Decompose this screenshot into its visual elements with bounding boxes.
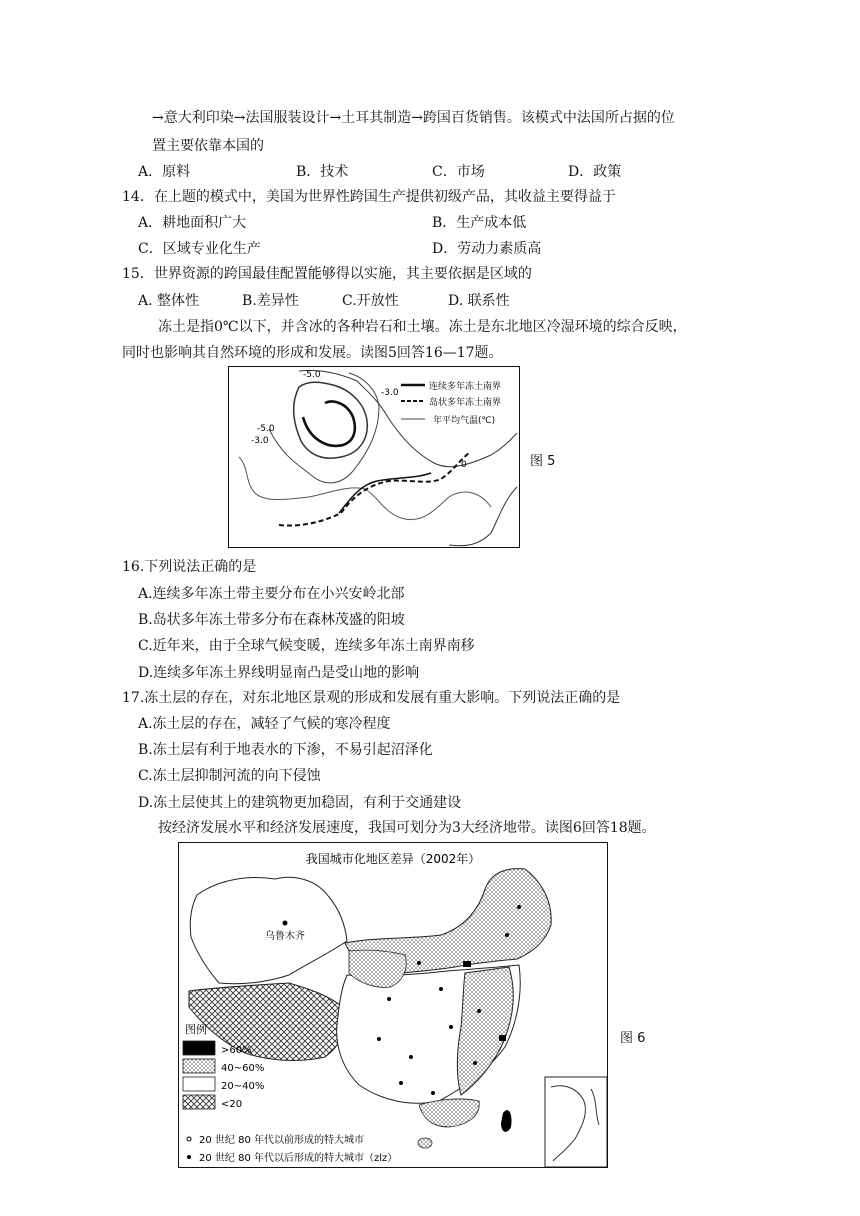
isotherm-label-3: -5.0 bbox=[257, 424, 275, 434]
city-dot bbox=[517, 905, 521, 909]
legend-lt20: <20 bbox=[221, 1099, 243, 1110]
q17-option-d: D.冻土层使其上的建筑物更加稳固，有利于交通建设 bbox=[138, 795, 462, 811]
q16-option-d: D.连续多年冻土界线明显南凸是受山地的影响 bbox=[138, 665, 420, 681]
legend-40-60: 40~60% bbox=[221, 1063, 265, 1074]
figure-6-label: 图 6 bbox=[620, 1031, 646, 1046]
q17-option-b: B.冻土层有利于地表水的下渗，不易引起沼泽化 bbox=[138, 742, 433, 758]
region-beijing bbox=[463, 961, 471, 967]
city-dot-urumqi bbox=[283, 921, 288, 926]
figure-6-urbanization-map bbox=[178, 842, 608, 1168]
city-dot bbox=[417, 961, 421, 965]
legend-swatch-20-40 bbox=[183, 1077, 215, 1091]
intro16-line1: 冻土是指0℃以下，并含冰的各种岩石和土壤。冻土是东北地区冷湿环境的综合反映， bbox=[158, 319, 687, 335]
city-dot bbox=[377, 1037, 381, 1041]
region-guangdong bbox=[419, 1099, 479, 1127]
q15-option-b: B.差异性 bbox=[242, 293, 299, 309]
q15-stem: 15．世界资源的跨国最佳配置能够得以实施，其主要依据是区域的 bbox=[122, 266, 532, 282]
q16-option-a: A.连续多年冻土带主要分布在小兴安岭北部 bbox=[138, 586, 405, 602]
intro16-line2: 同时也影响其自然环境的形成和发展。读图5回答16—17题。 bbox=[122, 345, 503, 361]
q13-stem-line1: →意大利印染→法国服装设计→土耳其制造→跨国百货销售。该模式中法国所占据的位 bbox=[152, 110, 675, 126]
q17-option-c: C.冻土层抑制河流的向下侵蚀 bbox=[138, 768, 321, 784]
q14-option-a: A．耕地面积广大 bbox=[138, 215, 247, 231]
q15-option-c: C.开放性 bbox=[342, 293, 399, 309]
city-dot bbox=[477, 1009, 481, 1013]
q17-stem: 17.冻土层的存在，对东北地区景观的形成和发展有重大影响。下列说法正确的是 bbox=[122, 690, 621, 706]
legend-gt60: >60% bbox=[221, 1045, 252, 1056]
legend-title: 图例 bbox=[185, 1023, 207, 1036]
legend-island: 岛状多年冻土南界 bbox=[429, 398, 502, 408]
q13-stem-line2: 置主要依靠本国的 bbox=[152, 138, 264, 154]
isotherm-label-2: -3.0 bbox=[381, 388, 399, 398]
city-dot bbox=[399, 1081, 403, 1085]
q14-option-d: D．劳动力素质高 bbox=[432, 241, 542, 257]
figure-5-permafrost-map bbox=[228, 366, 520, 548]
figure-5-label: 图 5 bbox=[530, 454, 556, 469]
isotherm-label-1: -5.0 bbox=[303, 370, 321, 380]
q13-option-a: A．原料 bbox=[138, 164, 191, 180]
isotherm-minus3 bbox=[269, 373, 379, 483]
figure-6-svg bbox=[179, 843, 607, 1167]
legend-continuous: 连续多年冻土南界 bbox=[429, 382, 502, 392]
q13-option-d: D．政策 bbox=[568, 164, 622, 180]
q16-option-c: C.近年来，由于全球气候变暖，连续多年冻土南界南移 bbox=[138, 638, 475, 654]
q14-option-b: B．生产成本低 bbox=[432, 215, 527, 231]
q15-option-a: A. 整体性 bbox=[138, 293, 200, 309]
q16-stem: 16.下列说法正确的是 bbox=[122, 559, 257, 575]
legend-note-before80s: 20 世纪 80 年代以前形成的特大城市 bbox=[199, 1135, 364, 1146]
q13-option-b: B．技术 bbox=[296, 164, 349, 180]
city-label-urumqi: 乌鲁木齐 bbox=[265, 931, 305, 942]
region-coast bbox=[457, 967, 513, 1095]
legend-swatch-40-60 bbox=[183, 1059, 215, 1073]
city-dot bbox=[387, 997, 391, 1001]
city-dot bbox=[505, 933, 509, 937]
continuous-permafrost-boundary bbox=[303, 402, 355, 446]
q15-option-d: D. 联系性 bbox=[448, 293, 510, 309]
legend-open-dot bbox=[187, 1137, 191, 1141]
region-hainan bbox=[418, 1138, 432, 1148]
figure-6-title: 我国城市化地区差异（2002年） bbox=[305, 852, 481, 866]
legend-20-40: 20~40% bbox=[221, 1081, 265, 1092]
city-dot bbox=[439, 987, 443, 991]
legend-swatch-gt60 bbox=[183, 1041, 215, 1055]
legend-filled-dot bbox=[187, 1155, 191, 1159]
intro18: 按经济发展水平和经济发展速度，我国可划分为3大经济地带。读图6回答18题。 bbox=[158, 820, 656, 836]
legend-note-after80s: 20 世纪 80 年代以后形成的特大城市（zlz） bbox=[199, 1153, 398, 1164]
coast-east bbox=[449, 487, 517, 546]
continuous-south-boundary bbox=[339, 473, 431, 513]
figure-5-svg bbox=[229, 367, 519, 547]
city-dot bbox=[409, 1055, 413, 1059]
legend-swatch-lt20 bbox=[183, 1095, 215, 1109]
region-taiwan bbox=[501, 1110, 512, 1132]
q14-stem: 14．在上题的模式中，美国为世界性跨国生产提供初级产品，其收益主要得益于 bbox=[122, 189, 616, 205]
region-shanghai bbox=[499, 1035, 506, 1041]
city-dot bbox=[473, 1061, 477, 1065]
isotherm-label-5: 0 bbox=[461, 460, 467, 470]
q17-option-a: A.冻土层的存在，减轻了气候的寒冷程度 bbox=[138, 716, 391, 732]
q16-option-b: B.岛状多年冻土带多分布在森林茂盛的阳坡 bbox=[138, 612, 405, 628]
island-permafrost-boundary bbox=[279, 453, 469, 526]
isotherm-label-4: -3.0 bbox=[251, 436, 269, 446]
q13-option-c: C．市场 bbox=[432, 164, 485, 180]
q14-option-c: C．区域专业化生产 bbox=[138, 241, 261, 257]
city-dot bbox=[431, 1091, 435, 1095]
city-dot bbox=[449, 1025, 453, 1029]
legend-temperature: 年平均气温(℃) bbox=[433, 416, 496, 426]
